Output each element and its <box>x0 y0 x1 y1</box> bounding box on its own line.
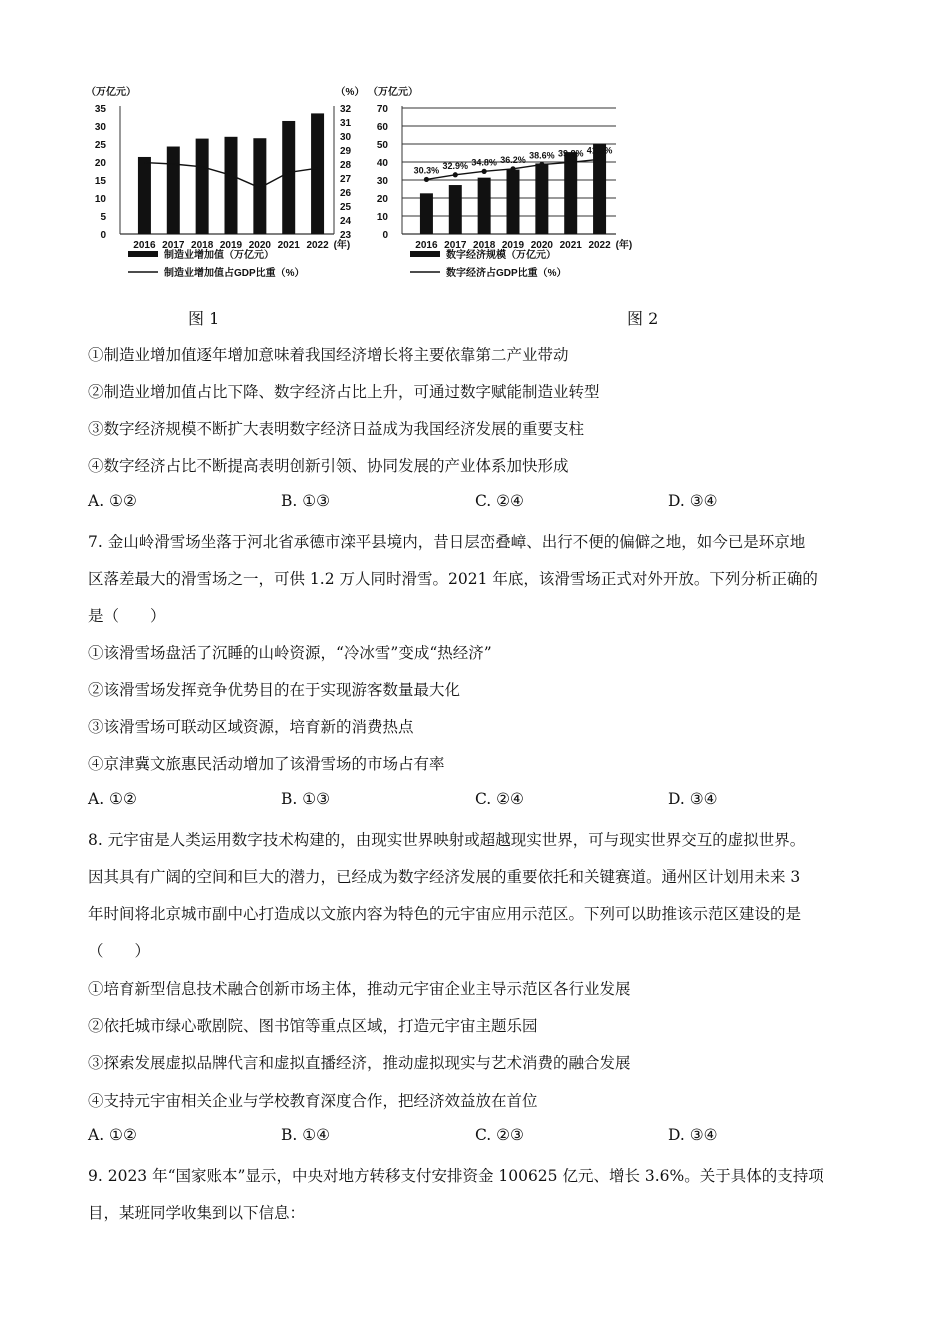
y-tick-label-right: 24 <box>340 216 352 227</box>
q7-statement-3: ③该滑雪场可联动区域资源，培育新的消费热点 <box>88 718 414 736</box>
q8-option-d: D. ③④ <box>668 1126 718 1144</box>
y-tick-label-left: 5 <box>100 212 106 223</box>
bar-2018 <box>478 178 491 234</box>
line-point-2018 <box>482 169 487 174</box>
legend-bar-swatch <box>410 251 440 257</box>
bar-2016 <box>138 157 151 234</box>
legend-line-label: 数字经济占GDP比重（%） <box>446 268 567 279</box>
chart-digital-economy-svg <box>366 84 656 294</box>
x-tick-label: 2017 <box>444 240 467 251</box>
data-label: 36.2% <box>500 154 526 165</box>
bar-2018 <box>196 139 209 234</box>
y-tick-label-left: 35 <box>94 104 106 115</box>
x-tick-label: 2021 <box>559 240 582 251</box>
x-tick-label: 2016 <box>415 240 438 251</box>
q8-stem-line-2: 因其具有广阔的空间和巨大的潜力，已经成为数字经济发展的重要依托和关键赛道。通州区计划用未来 3 <box>88 868 801 886</box>
y-tick-label-left: 30 <box>376 176 388 187</box>
q7-statement-1: ①该滑雪场盘活了沉睡的山岭资源，“冷冰雪”变成“热经济” <box>88 644 492 662</box>
q8-option-b: B. ①④ <box>281 1126 331 1144</box>
data-label: 34.8% <box>471 157 497 168</box>
x-tick-label: 2018 <box>473 240 496 251</box>
x-axis-unit: (年) <box>615 240 633 251</box>
y-tick-label-right: 25 <box>340 202 352 213</box>
y-tick-label-left: 25 <box>94 140 106 151</box>
y-tick-label-left: 10 <box>376 212 388 223</box>
x-tick-label: 2020 <box>530 240 553 251</box>
q6-option-a: A. ①② <box>88 492 137 510</box>
legend-bar-label: 数字经济规模（万亿元） <box>446 250 556 261</box>
bar-2017 <box>167 147 180 234</box>
chart-manufacturing-svg <box>84 84 374 294</box>
x-tick-label: 2022 <box>306 240 329 251</box>
y-tick-label-right: 28 <box>340 160 352 171</box>
line-point-2020 <box>539 162 544 167</box>
y-tick-label-right: 23 <box>340 230 352 241</box>
y-axis-label-left: （万亿元） <box>86 87 136 98</box>
y-tick-label-left: 40 <box>376 158 388 169</box>
line-point-2016 <box>424 177 429 182</box>
data-label: 39.8% <box>557 148 584 159</box>
y-tick-label-left: 15 <box>94 176 106 187</box>
data-label: 41.5% <box>586 145 613 156</box>
y-tick-label-left: 20 <box>94 158 106 169</box>
bar-2019 <box>507 170 520 234</box>
q7-statement-4: ④京津冀文旅惠民活动增加了该滑雪场的市场占有率 <box>88 755 445 773</box>
y-tick-label-right: 32 <box>340 104 352 115</box>
q8-statement-1: ①培育新型信息技术融合创新市场主体，推动元宇宙企业主导示范区各行业发展 <box>88 980 631 998</box>
q8-option-c: C. ②③ <box>475 1126 524 1144</box>
q7-stem-line-3: 是（ ） <box>88 607 166 625</box>
q8-statement-3: ③探索发展虚拟品牌代言和虚拟直播经济，推动虚拟现实与艺术消费的融合发展 <box>88 1054 631 1072</box>
q7-stem-line-1: 7. 金山岭滑雪场坐落于河北省承德市滦平县境内，昔日层峦叠嶂、出行不便的偏僻之地，如今已是环京地 <box>88 533 806 551</box>
line-point-2022 <box>597 157 602 162</box>
q6-option-b: B. ①③ <box>281 492 331 510</box>
y-tick-label-left: 0 <box>100 230 106 241</box>
q7-option-b: B. ①③ <box>281 790 331 808</box>
y-tick-label-left: 10 <box>94 194 106 205</box>
y-tick-label-left: 60 <box>376 122 388 133</box>
q6-statement-4: ④数字经济占比不断提高表明创新引领、协同发展的产业体系加快形成 <box>88 457 569 475</box>
q8-option-a: A. ①② <box>88 1126 137 1144</box>
q8-stem-line-3: 年时间将北京城市副中心打造成以文旅内容为特色的元宇宙应用示范区。下列可以助推该示范区建设的是 <box>88 905 802 923</box>
data-label: 38.6% <box>529 150 555 161</box>
q8-statement-2: ②依托城市绿心歌剧院、图书馆等重点区域，打造元宇宙主题乐园 <box>88 1017 538 1035</box>
y-tick-label-right: 27 <box>340 174 352 185</box>
legend-bar-label: 制造业增加值（万亿元） <box>164 250 274 261</box>
q7-option-c: C. ②④ <box>475 790 524 808</box>
y-axis-label-right: （%） <box>335 87 365 98</box>
line-point-2017 <box>453 172 458 177</box>
bar-2022 <box>311 113 324 234</box>
y-tick-label-left: 70 <box>376 104 388 115</box>
x-tick-label: 2021 <box>277 240 300 251</box>
x-tick-label: 2017 <box>162 240 185 251</box>
bar-2017 <box>449 185 462 234</box>
x-tick-label: 2020 <box>248 240 271 251</box>
chart-manufacturing <box>84 84 374 294</box>
q6-statement-1: ①制造业增加值逐年增加意味着我国经济增长将主要依靠第二产业带动 <box>88 346 569 364</box>
figure-2-caption: 图 2 <box>627 309 659 328</box>
data-label: 32.9% <box>442 160 469 171</box>
y-tick-label-left: 30 <box>94 122 106 133</box>
y-tick-label-right: 30 <box>340 132 352 143</box>
bar-2019 <box>225 137 238 234</box>
x-axis-unit: (年) <box>333 240 351 251</box>
chart-digital-economy <box>366 84 656 294</box>
q9-stem-line-1: 9. 2023 年“国家账本”显示，中央对地方转移支付安排资金 100625 亿元、增长 3.6%。关于具体的支持项 <box>88 1167 824 1185</box>
legend-line-label: 制造业增加值占GDP比重（%） <box>164 268 305 279</box>
q8-statement-4: ④支持元宇宙相关企业与学校教育深度合作，把经济效益放在首位 <box>88 1092 538 1110</box>
q6-option-c: C. ②④ <box>475 492 524 510</box>
q6-option-d: D. ③④ <box>668 492 718 510</box>
x-tick-label: 2018 <box>191 240 214 251</box>
y-axis-label-left: （万亿元） <box>368 87 418 98</box>
figure-1-caption: 图 1 <box>188 309 220 328</box>
y-tick-label-left: 20 <box>376 194 388 205</box>
y-tick-label-left: 50 <box>376 140 388 151</box>
q6-statement-2: ②制造业增加值占比下降、数字经济占比上升，可通过数字赋能制造业转型 <box>88 383 600 401</box>
q7-stem-line-2: 区落差最大的滑雪场之一，可供 1.2 万人同时滑雪。2021 年底，该滑雪场正式对外开放。下列分析正确的 <box>88 570 818 588</box>
line-point-2019 <box>510 166 515 171</box>
q7-option-a: A. ①② <box>88 790 137 808</box>
data-label: 30.3% <box>413 165 440 176</box>
q6-statement-3: ③数字经济规模不断扩大表明数字经济日益成为我国经济发展的重要支柱 <box>88 420 585 438</box>
q7-option-d: D. ③④ <box>668 790 718 808</box>
y-tick-label-right: 26 <box>340 188 352 199</box>
x-tick-label: 2019 <box>501 240 525 251</box>
x-tick-label: 2019 <box>219 240 243 251</box>
x-tick-label: 2022 <box>588 240 611 251</box>
q9-stem-line-2: 目，某班同学收集到以下信息： <box>88 1204 306 1222</box>
y-tick-label-right: 29 <box>340 146 352 157</box>
x-tick-label: 2016 <box>133 240 156 251</box>
bar-2016 <box>420 193 433 234</box>
q8-stem-line-1: 8. 元宇宙是人类运用数字技术构建的，由现实世界映射或超越现实世界，可与现实世界交互的虚拟世界。 <box>88 831 806 849</box>
legend-bar-swatch <box>128 251 158 257</box>
line-point-2021 <box>568 160 573 165</box>
bar-2020 <box>535 163 548 234</box>
y-tick-label-left: 0 <box>382 230 388 241</box>
y-tick-label-right: 31 <box>340 118 352 129</box>
q8-stem-line-4: （ ） <box>88 942 151 960</box>
bar-2021 <box>282 121 295 234</box>
q7-statement-2: ②该滑雪场发挥竞争优势目的在于实现游客数量最大化 <box>88 681 461 699</box>
